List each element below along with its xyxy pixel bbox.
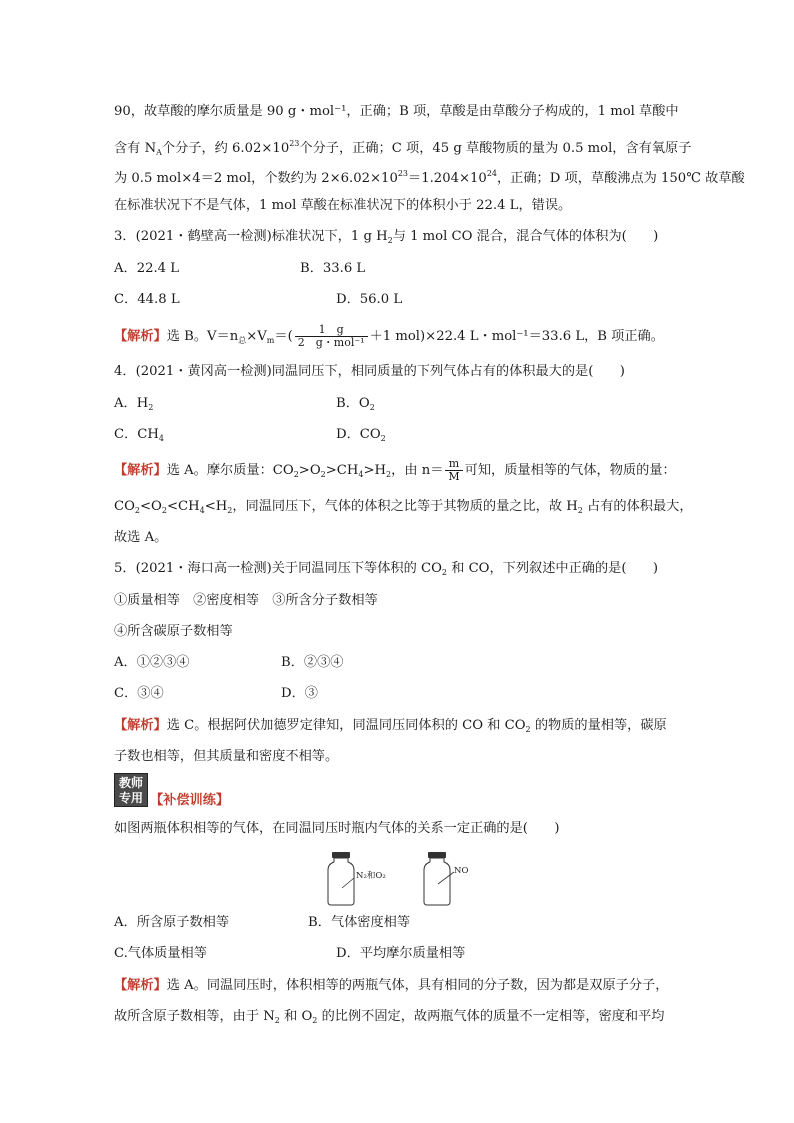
bottle-2-label: NO xyxy=(454,866,469,876)
text-line: 90，故草酸的摩尔质量是 90 g・mol⁻¹，正确；B 项，草酸是由草酸分子构成的，1 mol 草酸中 xyxy=(114,104,679,119)
answer-supplement: 【解析】选 A。同温同压时，体积相等的两瓶气体，具有相同的分子数，因为都是双原子分子， xyxy=(114,978,669,993)
answer-4: 【解析】选 A。摩尔质量：$CO_2>O_2>CH_4>H_2$，由 n＝ $\frac{m}{M}$ 可知，质量相等的气体，物质的量： xyxy=(114,457,676,483)
question-supplement: 如图两瓶体积相等的气体，在同温同压时瓶内气体的关系一定正确的是( ) xyxy=(114,821,560,836)
supplementary-tag: 【补偿训练】 xyxy=(150,793,230,808)
text-line: 子数也相等，但其质量和密度不相等。 xyxy=(114,749,339,764)
bottles-svg xyxy=(320,848,480,908)
option-c: C．$CH_4$ xyxy=(114,427,164,443)
text-line: 为 0.5 mol×4＝2 mol，个数约为 $2\times 6.02\times 10^{23}=1.204\times 10^{24}$，正确；D 项，草酸沸点为 150℃ 故草酸 xyxy=(114,169,745,186)
option-a: A．22.4 L xyxy=(114,261,180,276)
teacher-badge: 教师 专用 xyxy=(114,773,148,807)
text-line: $CO_2<O_2<CH_4<H_2$，同温同压下，气体的体积之比等于其物质的量之比，故 $H_2$ 占有的体积最大， xyxy=(114,499,693,515)
answer-3: 【解析】选 B。$V=n_总\times V_m=$( $\frac{1 g}{\text{2 g・mol⁻¹}}$ ＋1 mol)×22.4 L・mol⁻¹＝33.6 L，B 项正确。 xyxy=(114,323,664,349)
question-5: 5．(2021・海口高一检测)关于同温同压下等体积的 $CO_2$ 和 CO，下列叙述中正确的是( ) xyxy=(114,561,659,577)
option-a: A．$H_2$ xyxy=(114,396,154,412)
fraction: $\frac{1 g}{\text{2 g・mol⁻¹}}$ xyxy=(295,324,368,349)
option-a: A．①②③④ xyxy=(114,655,190,670)
option-c: C．44.8 L xyxy=(114,292,180,307)
analysis-tag: 【解析】 xyxy=(114,978,167,993)
statement-list: ①质量相等 ②密度相等 ③所含分子数相等 xyxy=(114,593,378,608)
analysis-tag: 【解析】 xyxy=(114,463,167,478)
statement-list: ④所含碳原子数相等 xyxy=(114,624,233,639)
gas-bottles-figure xyxy=(320,848,480,908)
bottle-1 xyxy=(328,852,354,905)
option-c: C．③④ xyxy=(114,686,164,701)
option-d: D．56.0 L xyxy=(336,292,403,307)
question-4: 4．(2021・黄冈高一检测)同温同压下，相同质量的下列气体占有的体积最大的是( ) xyxy=(114,364,625,379)
option-a: A．所含原子数相等 xyxy=(114,915,230,930)
option-d: D．③ xyxy=(281,686,318,701)
bottle-2 xyxy=(424,852,454,905)
analysis-tag: 【解析】 xyxy=(114,329,167,344)
option-b: B．$O_2$ xyxy=(336,396,375,412)
text-line: 含有 $N_A$个分子，约 $6.02\times 10^{23}$个分子，正确；C 项，45 g 草酸物质的量为 0.5 mol，含有氧原子 xyxy=(114,139,692,157)
text-line: 故选 A。 xyxy=(114,530,168,545)
question-3: 3．(2021・鹤壁高一检测)标准状况下，1 g $H_2$与 1 mol CO 混合，混合气体的体积为( ) xyxy=(114,229,659,245)
option-b: B．气体密度相等 xyxy=(308,915,411,930)
text-line: 故所含原子数相等，由于 $N_2$ 和 $O_2$ 的比例不固定，故两瓶气体的质量不一定相等，密度和平均 xyxy=(114,1009,665,1025)
option-d: D．平均摩尔质量相等 xyxy=(336,946,466,961)
fraction: $\frac{m}{M}$ xyxy=(445,458,462,483)
option-c: C.气体质量相等 xyxy=(114,946,207,961)
option-d: D．$CO_2$ xyxy=(336,427,386,443)
answer-5: 【解析】选 C。根据阿伏加德罗定律知，同温同压同体积的 CO 和 $CO_2$ 的物质的量相等，碳原 xyxy=(114,718,667,734)
option-b: B．②③④ xyxy=(281,655,344,670)
text-line: 在标准状况下不是气体，1 mol 草酸在标准状况下的体积小于 22.4 L，错误。 xyxy=(114,198,572,213)
option-b: B．33.6 L xyxy=(300,261,366,276)
bottle-1-label: N₂和O₂ xyxy=(356,871,386,881)
analysis-tag: 【解析】 xyxy=(114,718,167,733)
